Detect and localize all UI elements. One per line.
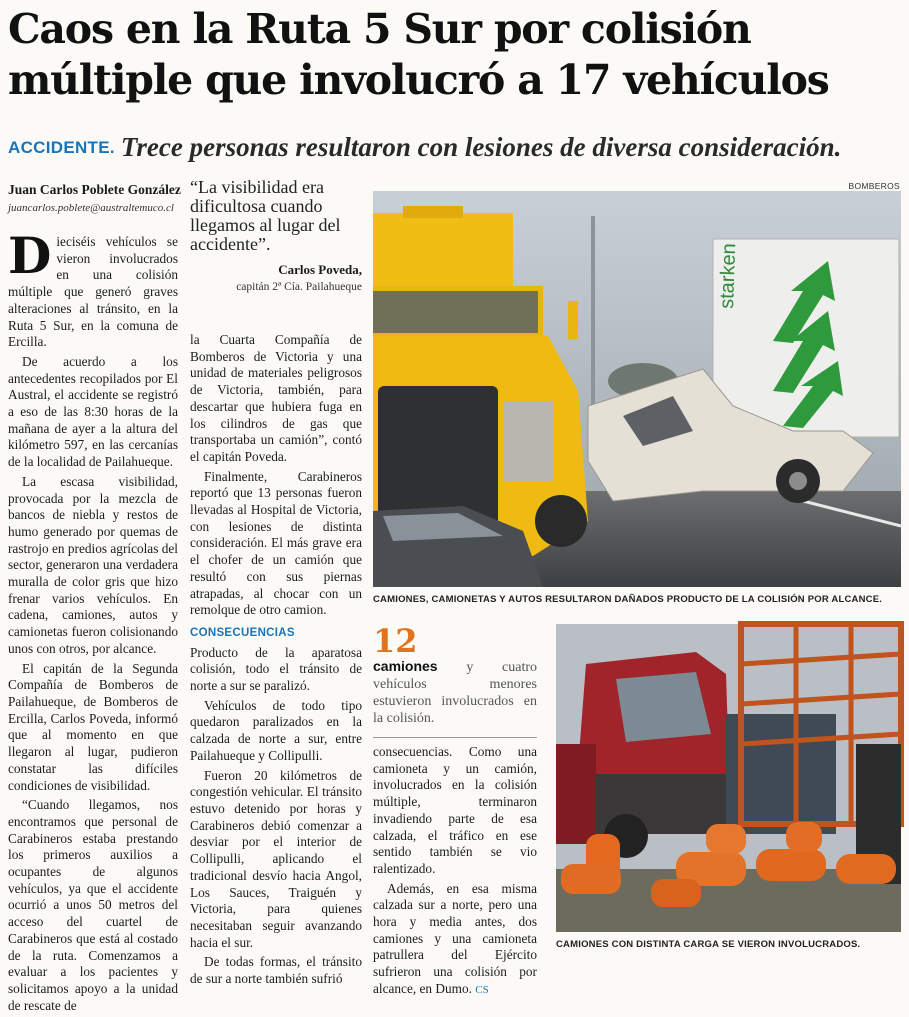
divider	[373, 737, 537, 738]
crash-illustration	[373, 191, 901, 587]
paragraph: Producto de la aparatosa colisión, todo el tránsito de norte a sur se paralizó.	[190, 644, 362, 694]
paragraph: De todas formas, el tránsito de sur a norte también sufrió	[190, 954, 362, 987]
paragraph: Fueron 20 kilómetros de congestión vehicular. El tránsito estuvo detenido por horas y Carabineros debió comenzar a desviar por el interior de Collipulli, aplicando el tradicional desvío hacia Angol, Los Sauces, Traiguén y Victoria, para quienes necesitaban seguir avanzando hacia el sur.	[190, 767, 362, 950]
paragraph: De acuerdo a los antecedentes recopilados por El Austral, el accidente se registró a eso de las 8:30 horas de la mañana de ayer a la altura del kilómetro 597, en las cercanías de la localidad de Pailahueque.	[8, 353, 178, 470]
article-column-3	[373, 624, 537, 1002]
paragraph: Finalmente, Carabineros reportó que 13 personas fueron llevadas al Hospital de Victoria, con lesiones de distinta consideración. El más grave era el chofer de un camión que resultó con sus piernas atrapadas, al chocar con un remolque de otro camion.	[190, 468, 362, 618]
paragraph: Además, en esa misma calzada sur a norte, pero una hora y media antes, dos camiones y una camioneta patrullera del Ejército sufrieron una colisión por alcance, en Dumo. CS	[373, 880, 537, 996]
photo-credit: BOMBEROS	[848, 181, 900, 191]
paragraph: consecuencias. Como una camioneta y un camión, involucrados en la colisión múltiple, terminaron invadiendo parte de esa calzada, el tráfico en ese sentido también se vio ralentizado.	[373, 744, 537, 876]
stat-number: 12	[373, 622, 418, 660]
paragraph: “Cuando llegamos, nos encontramos que personal de Carabineros estaba prestando los primeros auxilios a ocupantes de algunos vehículos, ya que el accidente ocurrió a unos 50 metros del acceso del cuartel de Carabineros que está al costado de la ruta. Comenzamos a evaluar a los pacientes y solicitamos apoyo a la unidad de rescate de	[8, 797, 178, 1013]
pull-quote-author: Carlos Poveda,	[278, 262, 362, 277]
photo-caption-main: CAMIONES, CAMIONETAS Y AUTOS RESULTARON DAÑADOS PRODUCTO DE LA COLISIÓN POR ALCANCE.	[373, 594, 883, 605]
stat-bold: camiones	[373, 658, 438, 674]
author-name: Juan Carlos Poblete González	[8, 182, 181, 197]
pull-quote	[190, 178, 362, 293]
pull-quote-role: capitán 2ª Cía. Pailahueque	[236, 281, 362, 293]
subheadline	[8, 132, 903, 163]
paragraph: la Cuarta Compañía de Bomberos de Victoria y una unidad de materiales peligrosos de Victoria, también, para descartar que hubiera fuga en los cilindros de gas que transportaba un camión”, contó el capitán Poveda.	[190, 332, 362, 464]
paragraph: Dieciséis vehículos se vieron involucrados en una colisión múltiple que generó graves alteraciones al tránsito, en la Ruta 5 Sur, en la comuna de Ercilla.	[8, 226, 178, 350]
author-email[interactable]: juancarlos.poblete@australtemuco.cl	[8, 202, 174, 214]
cylinders-illustration	[556, 624, 901, 932]
truck-brand-label: starken	[716, 242, 741, 310]
byline	[8, 182, 183, 214]
section-heading: CONSECUENCIAS	[190, 626, 295, 639]
paragraph: Vehículos de todo tipo quedaron paralizados en la calzada de norte a sur, entre Pailahueque y Collipulli.	[190, 697, 362, 763]
drop-cap: D	[8, 226, 52, 285]
article-column-2	[190, 332, 362, 991]
crash-photo-main	[373, 191, 901, 587]
end-mark: CS	[475, 983, 489, 996]
paragraph: El capitán de la Segunda Compañía de Bomberos de Pailahueque, de Bomberos de Ercilla, Carlos Poveda, informó que al momento en que llegaron al lugar, pudieron constatar las difíciles condiciones de visibilidad.	[8, 660, 178, 793]
photo-caption-secondary: CAMIONES CON DISTINTA CARGA SE VIERON INVOLUCRADOS.	[556, 939, 861, 950]
headline	[8, 4, 903, 106]
stat-box	[373, 624, 537, 727]
pull-quote-text: “La visibilidad era dificultosa cuando llegamos al lugar del accidente”.	[190, 177, 341, 254]
headline-line-2: múltiple que involucró a 17 vehículos	[8, 56, 829, 104]
stat-text: camiones y cuatro vehículos menores estuvieron involucrados en la colisión.	[373, 658, 538, 726]
subheadline-text: Trece personas resultaron con lesiones de diversa consideración.	[120, 132, 842, 162]
paragraph: La escasa visibilidad, provocada por la mezcla de bancos de niebla y restos de humo generado por quemas de rastrojo en predios agrícolas del sector, generaron una verdadera muralla de color gris que hizo frenar varios vehículos. En cadena, camiones, autos y camionetas fueron colisionando unos con otros, por alcance.	[8, 473, 178, 656]
crash-photo-secondary	[556, 624, 901, 932]
article-column-1	[8, 226, 178, 1017]
section-tag: ACCIDENTE.	[8, 138, 115, 157]
headline-line-1: Caos en la Ruta 5 Sur por colisión	[8, 5, 751, 53]
